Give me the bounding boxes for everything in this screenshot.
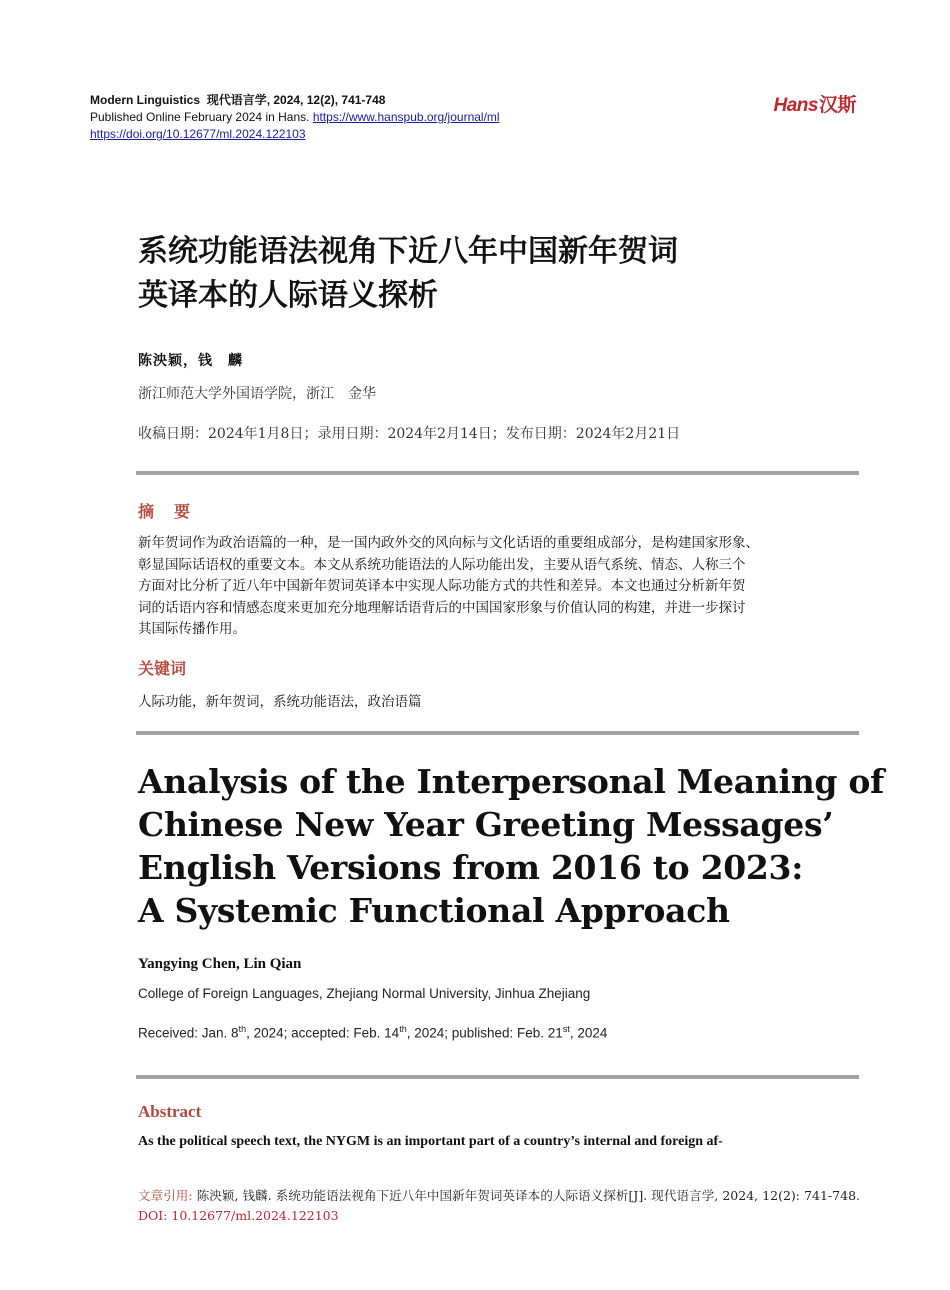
- divider-3: [136, 1075, 859, 1079]
- authors-en: Yangying Chen, Lin Qian: [138, 956, 302, 972]
- affiliation-en: College of Foreign Languages, Zhejiang Normal University, Jinhua Zhejiang: [138, 986, 591, 1001]
- citation-text: 陈泱颖, 钱麟. 系统功能语法视角下近八年中国新年贺词英译本的人际语义探析[J]. 现代语言学, 2024, 12(2): 741-748.: [196, 1188, 861, 1203]
- hans-logo[interactable]: [774, 90, 856, 117]
- logo-cn: 汉斯: [818, 95, 856, 116]
- dates-cn: 收稿日期：2024年1月8日；录用日期：2024年2月14日；发布日期：2024年2月21日: [138, 426, 681, 442]
- divider-1: [136, 471, 859, 475]
- citation: [138, 1186, 860, 1226]
- page-title-en: [138, 760, 884, 932]
- published-text: Published Online February 2024 in Hans.: [90, 110, 310, 124]
- published-date: , 2024; published: Feb. 21: [406, 1025, 563, 1041]
- journal-url-link[interactable]: https://www.hanspub.org/journal/ml: [312, 110, 500, 124]
- title-en-line: Chinese New Year Greeting Messages’: [138, 805, 834, 844]
- received-date: Received: Jan. 8: [138, 1025, 239, 1041]
- published-sup: st: [562, 1024, 570, 1034]
- title-en-line: A Systemic Functional Approach: [138, 891, 730, 930]
- accepted-sup: th: [399, 1024, 407, 1034]
- keywords-heading-cn: 关键词: [138, 659, 187, 678]
- title-en-line: Analysis of the Interpersonal Meaning of: [138, 762, 884, 801]
- keywords-cn: 人际功能，新年贺词，系统功能语法，政治语篇: [138, 694, 422, 710]
- abstract-cn-line: 词的话语内容和情感态度来更加充分地理解话语背后的中国国家形象与价值认同的构建，并进一步探讨: [138, 599, 746, 616]
- abstract-en-line: As the political speech text, the NYGM is an important part of a country’s internal and foreign af-: [138, 1134, 723, 1149]
- affiliation-cn: 浙江师范大学外国语学院，浙江 金华: [138, 386, 376, 402]
- logo-latin: Hans: [773, 95, 818, 116]
- published-line: [90, 109, 500, 126]
- doi-url-link[interactable]: https://doi.org/10.12677/ml.2024.122103: [90, 127, 306, 141]
- title-en-line: English Versions from 2016 to 2023:: [138, 848, 804, 887]
- journal-line: [90, 92, 500, 109]
- journal-name: Modern Linguistics: [90, 93, 201, 107]
- citation-label: 文章引用:: [138, 1188, 197, 1203]
- abstract-cn-line: 方面对比分析了近八年中国新年贺词英译本中实现人际功能方式的共性和差异。本文也通过分析新年贺: [138, 578, 746, 594]
- abstract-cn-line: 其国际传播作用。: [138, 621, 246, 637]
- page-title-cn: [138, 230, 678, 318]
- journal-header: [90, 92, 500, 143]
- title-cn-line-2: 英译本的人际语义探析: [138, 278, 438, 313]
- dates-en: [138, 1024, 607, 1041]
- authors-cn: 陈泱颖，钱 麟: [138, 353, 243, 369]
- abstract-heading-cn: 摘 要: [138, 502, 193, 521]
- journal-issue: 现代语言学, 2024, 12(2), 741-748: [206, 93, 386, 107]
- abstract-cn: [138, 533, 860, 641]
- citation-doi[interactable]: DOI: 10.12677/ml.2024.122103: [138, 1208, 339, 1223]
- dates-end: , 2024: [569, 1025, 608, 1041]
- abstract-heading-en: Abstract: [138, 1102, 202, 1121]
- received-sup: th: [238, 1024, 247, 1034]
- accepted-date: , 2024; accepted: Feb. 14: [246, 1025, 400, 1041]
- abstract-cn-line: 新年贺词作为政治语篇的一种，是一国内政外交的风向标与文化话语的重要组成部分，是构建国家形象、: [138, 535, 759, 551]
- divider-2: [136, 731, 859, 735]
- title-cn-line-1: 系统功能语法视角下近八年中国新年贺词: [138, 234, 678, 269]
- abstract-cn-line: 彰显国际话语权的重要文本。本文从系统功能语法的人际功能出发，主要从语气系统、情态、人称三个: [138, 556, 746, 573]
